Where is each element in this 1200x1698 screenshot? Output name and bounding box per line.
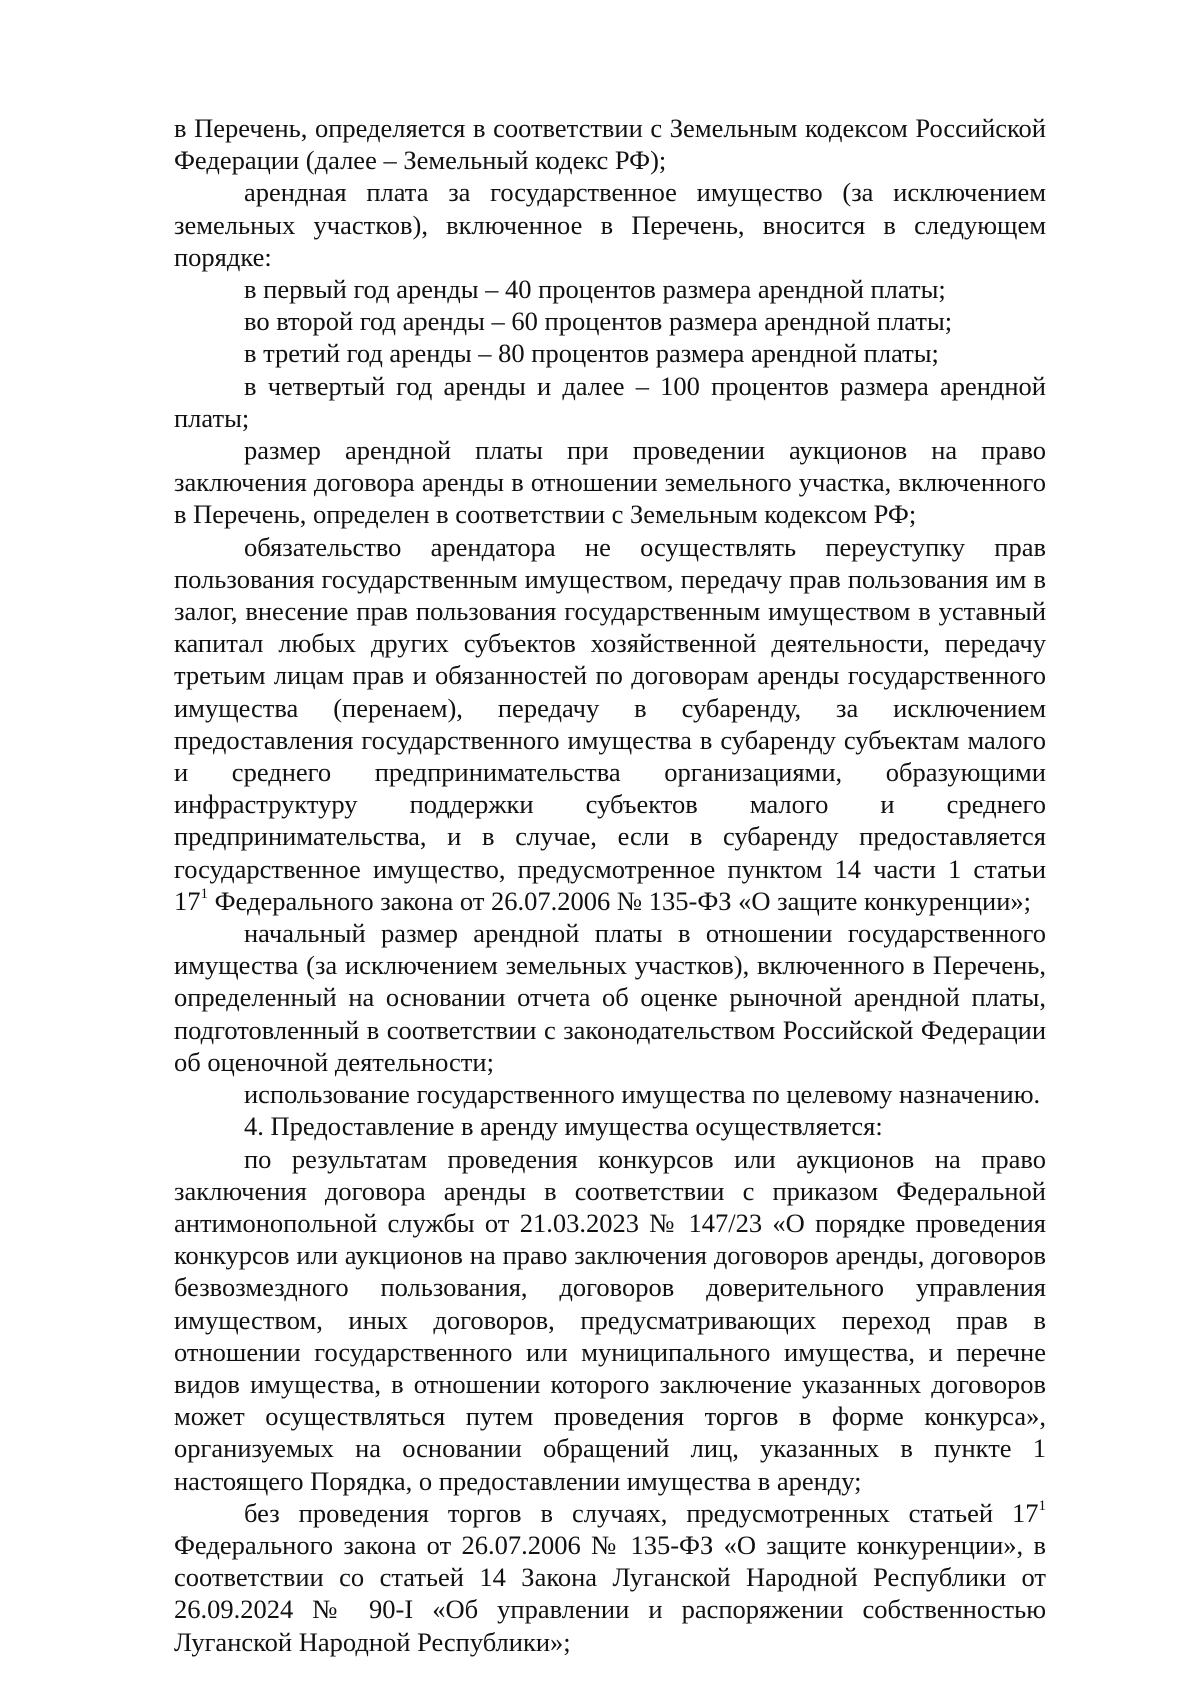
paragraph: в первый год аренды – 40 процентов размера арендной платы; xyxy=(244,274,946,305)
paragraph: по результатам проведения конкурсов или аукционов на право заключения договора аренды в соответствии с приказом Федеральной антимонопольной службы от 21.03.2023 № 147/23 «О порядке проведения конкурсов или аукционов на право заключения договоров аренды, договоров безвозмездного пользования, договоров доверительного управления имуществом, иных договоров, предусматривающих переход прав в отношении государственного или муниципального имущества, и перечне видов имущества, в отношении которого заключение указанных договоров может осуществляться путем проведения торгов в форме конкурса», организуемых на основании обращений лиц, указанных в пункте 1 настоящего Порядка, о предоставлении имущества в аренду; xyxy=(174,1143,1046,1496)
section-heading: 4. Предоставление в аренду имущества осуществляется: xyxy=(244,1111,883,1142)
paragraph-text: обязательство арендатора не осуществлять переуступку прав пользования государственным имуществом, передачу прав пользования им в залог, внесение прав пользования государственным имуществом в уставный капитал любых других субъектов хозяйственной деятельности, передачу третьим лицам прав и обязанностей по договорам аренды государственного имущества (перенаем), передачу в субаренду, за исключением предоставления государственного имущества в субаренду субъектам малого и среднего предпринимательства организациями, образующими инфраструктуру поддержки субъектов малого и среднего предпринимательства, и в случае, если в субаренду предоставляется государственное имущество, предусмотренное пунктом 14 части 1 статьи 17 xyxy=(174,531,1046,916)
paragraph-text-continued: Федерального закона от 26.07.2006 № 135-ФЗ «О защите конкуренции»; xyxy=(208,885,1032,916)
paragraph: размер арендной платы при проведении аукционов на право заключения договора аренды в отношении земельного участка, включенного в Перечень, определен в соответствии с Земельным кодексом РФ; xyxy=(174,435,1046,530)
paragraph: в Перечень, определяется в соответствии с Земельным кодексом Российской Федерации (далее – Земельный кодекс РФ); xyxy=(174,113,1046,176)
superscript: 1 xyxy=(200,885,208,902)
document-page xyxy=(174,112,1046,1658)
paragraph: арендная плата за государственное имущество (за исключением земельных участков), включенное в Перечень, вносится в следующем порядке: xyxy=(174,177,1046,272)
paragraph xyxy=(174,1497,1046,1658)
superscript: 1 xyxy=(1038,1497,1046,1514)
paragraph-text-continued: Федерального закона от 26.07.2006 № 135-ФЗ «О защите конкуренции», в соответствии со статьей 14 Закона Луганской Народной Республики от 26.09.2024 № 90-I «Об управлении и распоряжении собственностью Луганской Народной Республики»; xyxy=(174,1529,1046,1657)
paragraph xyxy=(174,531,1046,917)
paragraph: начальный размер арендной платы в отношении государственного имущества (за исключением земельных участков), включенного в Перечень, определенный на основании отчета об оценке рыночной арендной платы, подготовленный в соответствии с законодательством Российской Федерации об оценочной деятельности; xyxy=(174,918,1046,1077)
paragraph: в третий год аренды – 80 процентов размера арендной платы; xyxy=(244,338,939,369)
paragraph: в четвертый год аренды и далее – 100 процентов размера арендной платы; xyxy=(174,370,1046,433)
paragraph: во второй год аренды – 60 процентов размера арендной платы; xyxy=(244,306,953,337)
paragraph-text: без проведения торгов в случаях, предусмотренных статьей 17 xyxy=(244,1497,1039,1528)
paragraph: использование государственного имущества по целевому назначению. xyxy=(244,1079,1041,1110)
